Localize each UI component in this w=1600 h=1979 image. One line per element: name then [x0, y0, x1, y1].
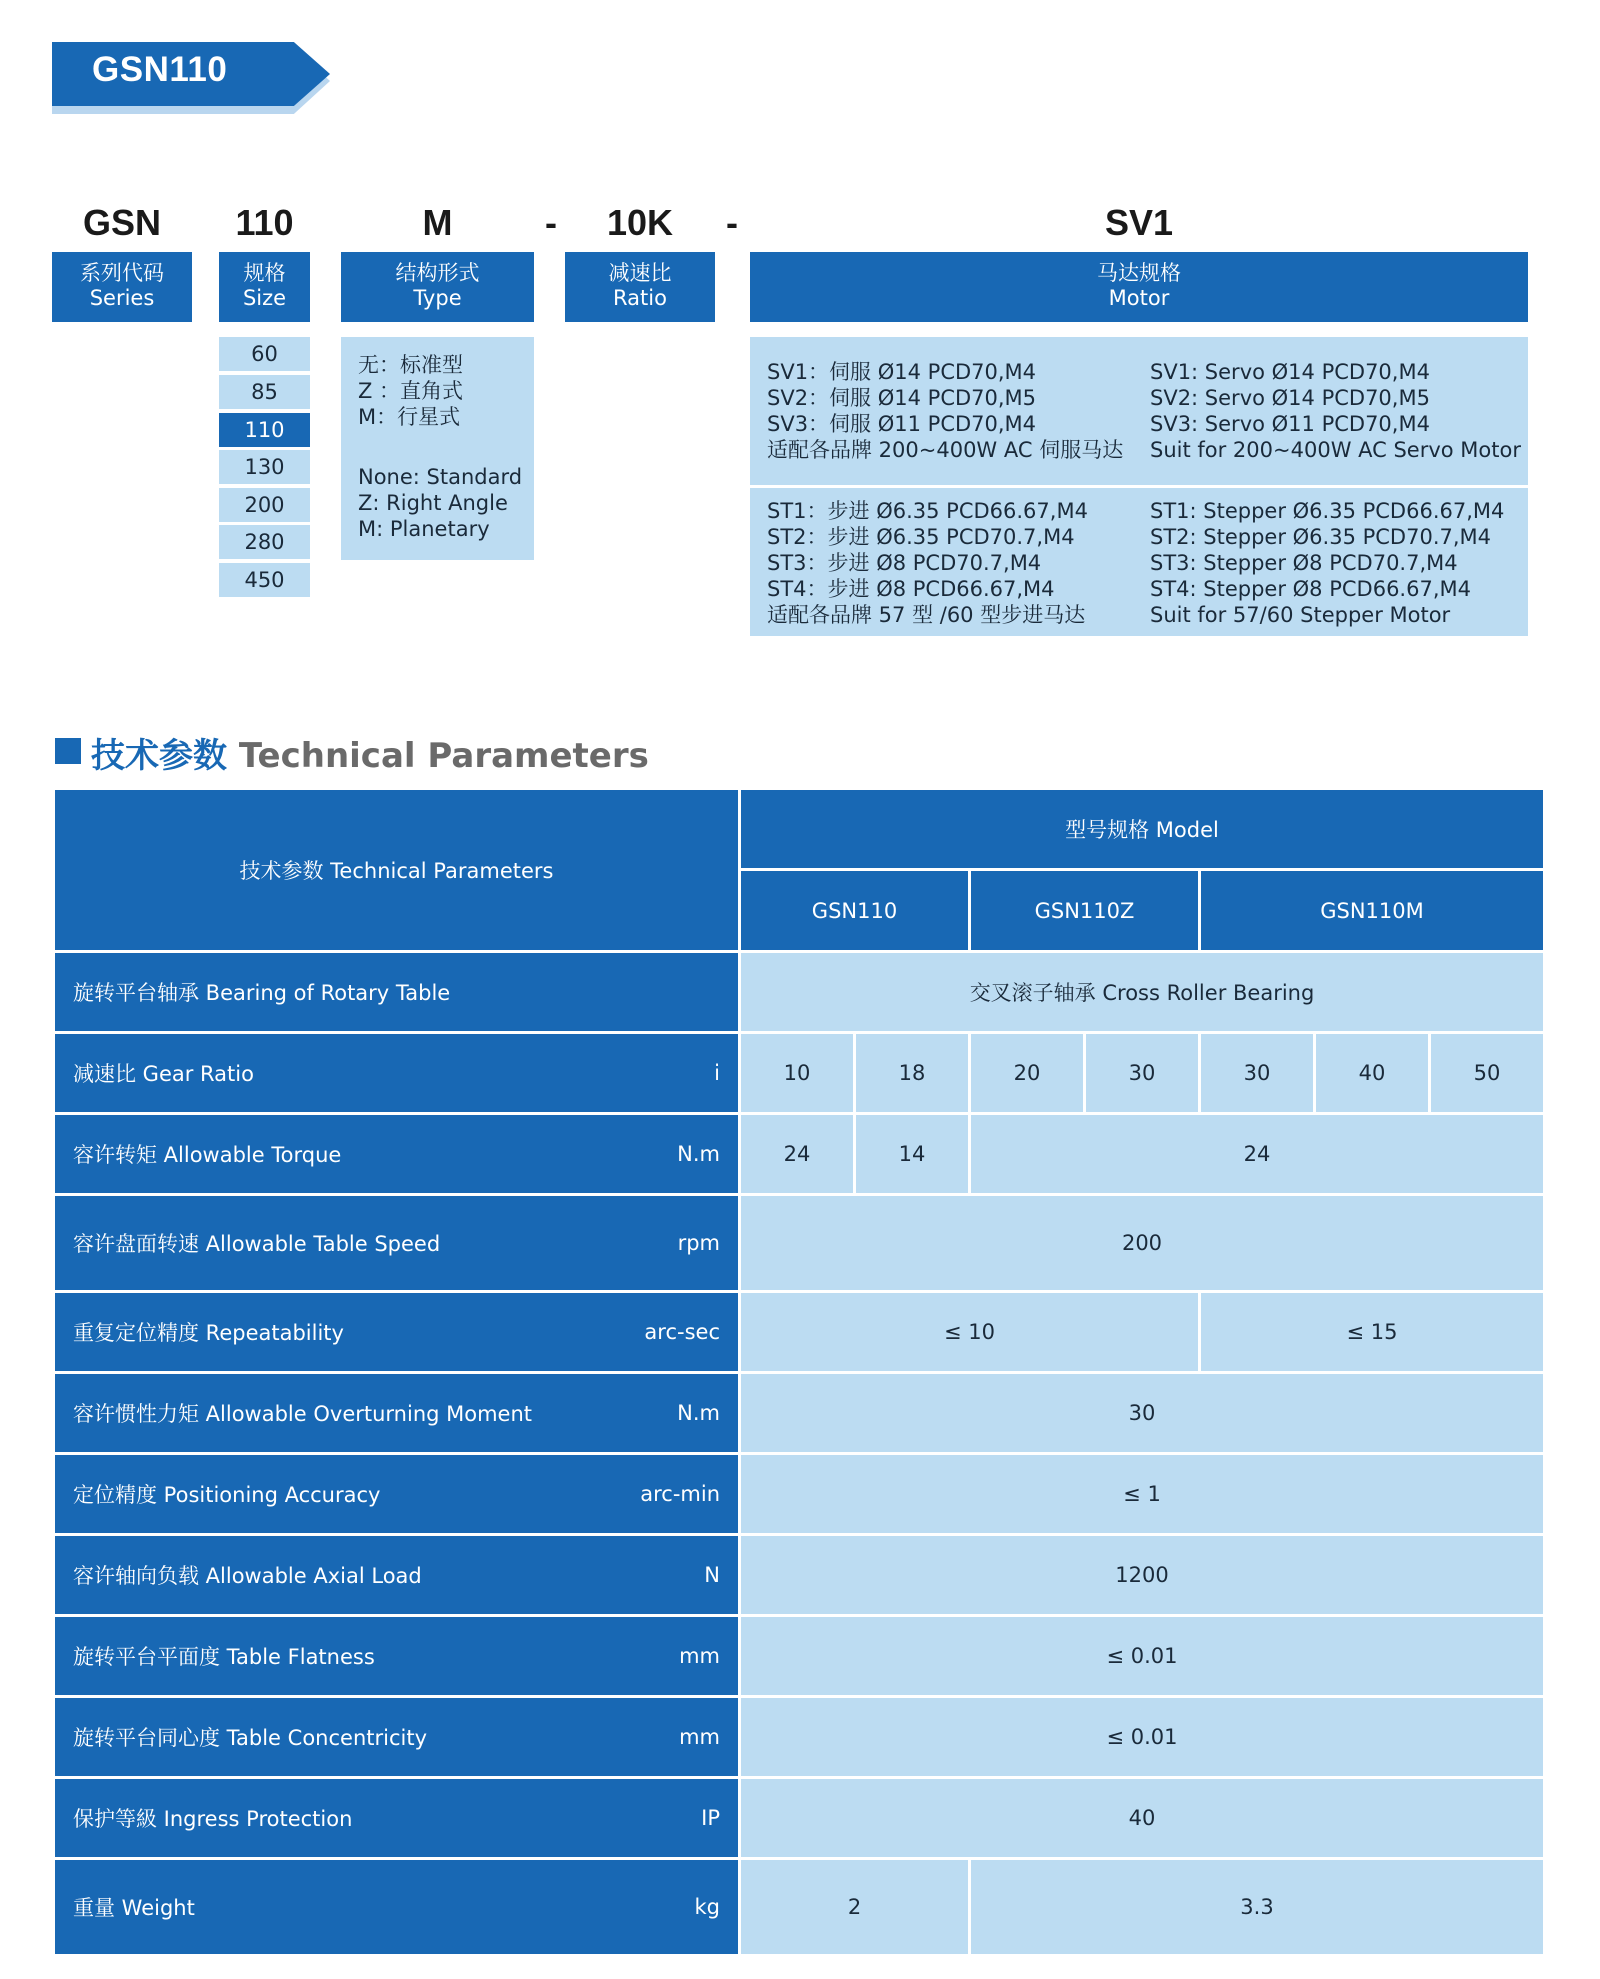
stepper-cn-line: ST3：步进 Ø8 PCD70.7,M4	[767, 551, 1042, 575]
servo-en-line: Suit for 200~400W AC Servo Motor	[1150, 438, 1521, 462]
param-unit: mm	[679, 1725, 720, 1749]
param-unit: i	[714, 1061, 720, 1085]
param-value-cell: 10	[741, 1034, 853, 1112]
type-options-box	[341, 337, 534, 560]
param-row-label	[55, 1455, 738, 1533]
param-name: 容许轴向负载 Allowable Axial Load	[73, 1564, 422, 1588]
size-option: 85	[219, 375, 310, 409]
stepper-en-line: ST3: Stepper Ø8 PCD70.7,M4	[1150, 551, 1458, 575]
param-value-cell: 50	[1431, 1034, 1543, 1112]
param-value-cell: ≤ 0.01	[741, 1698, 1543, 1776]
param-value-cell: ≤ 15	[1201, 1293, 1543, 1371]
param-value-cell: 24	[741, 1115, 853, 1193]
param-unit: arc-min	[640, 1482, 720, 1506]
type-option-cn: Z ：直角式	[358, 379, 464, 403]
model-column-header: GSN110	[741, 871, 968, 950]
param-value-cell: ≤ 1	[741, 1455, 1543, 1533]
type-option-cn: 无：标准型	[358, 353, 463, 377]
param-row-label	[55, 1536, 738, 1614]
param-name: 旋转平台轴承 Bearing of Rotary Table	[73, 981, 451, 1005]
param-name: 容许盘面转速 Allowable Table Speed	[73, 1232, 441, 1256]
param-row-label	[55, 1196, 738, 1290]
type-option-en: None: Standard	[358, 465, 523, 489]
servo-en-line: SV2: Servo Ø14 PCD70,M5	[1150, 386, 1430, 410]
code-series: GSN	[82, 202, 161, 243]
servo-cn-line: SV3：伺服 Ø11 PCD70,M4	[767, 412, 1037, 436]
param-value-cell: ≤ 0.01	[741, 1617, 1543, 1695]
motor-header	[750, 252, 1528, 322]
type-option-en: M: Planetary	[358, 517, 490, 541]
ratio-header	[565, 252, 715, 322]
stepper-en-line: ST2: Stepper Ø6.35 PCD70.7,M4	[1150, 525, 1492, 549]
param-unit: N	[704, 1563, 720, 1587]
type-option-cn: M：行星式	[358, 405, 461, 429]
stepper-cn-line: ST1：步进 Ø6.35 PCD66.67,M4	[767, 499, 1088, 523]
param-value-cell: 18	[856, 1034, 968, 1112]
param-value-cell: 30	[1086, 1034, 1198, 1112]
servo-cn-line: SV1：伺服 Ø14 PCD70,M4	[767, 360, 1037, 384]
param-unit: kg	[694, 1895, 720, 1919]
param-name: 旋转平台平面度 Table Flatness	[73, 1645, 375, 1669]
param-row-label	[55, 1034, 738, 1112]
param-value-cell: 30	[1201, 1034, 1313, 1112]
param-value-cell: ≤ 10	[741, 1293, 1198, 1371]
code-dash-2: -	[726, 202, 738, 243]
param-row-label	[55, 1293, 738, 1371]
param-value-cell: 40	[1316, 1034, 1428, 1112]
code-ratio: 10K	[606, 202, 674, 243]
param-name: 减速比 Gear Ratio	[73, 1062, 254, 1086]
size-header	[219, 252, 310, 322]
param-name: 定位精度 Positioning Accuracy	[73, 1483, 381, 1507]
stepper-en-line: Suit for 57/60 Stepper Motor	[1150, 603, 1451, 627]
motor-stepper-box	[750, 488, 1528, 636]
model-column-header: GSN110M	[1201, 871, 1543, 950]
param-unit: mm	[679, 1644, 720, 1668]
param-unit: rpm	[677, 1231, 720, 1255]
param-value-cell: 20	[971, 1034, 1083, 1112]
param-unit: arc-sec	[644, 1320, 720, 1344]
stepper-en-line: ST1: Stepper Ø6.35 PCD66.67,M4	[1150, 499, 1505, 523]
param-row-label	[55, 1779, 738, 1857]
code-dash-1: -	[545, 202, 557, 243]
param-value-cell: 40	[741, 1779, 1543, 1857]
param-row-label	[55, 1115, 738, 1193]
param-row-label	[55, 1860, 738, 1954]
ratio-header-en: Ratio	[613, 286, 667, 310]
param-row-label	[55, 953, 738, 1031]
stepper-cn-line: 适配各品牌 57 型 /60 型步进马达	[767, 603, 1086, 627]
model-header: 型号规格 Model	[741, 790, 1543, 868]
param-row-label	[55, 1698, 738, 1776]
param-name: 容许惯性力矩 Allowable Overturning Moment	[73, 1402, 533, 1426]
ratio-header-cn: 减速比	[608, 261, 672, 285]
param-value-cell: 24	[971, 1115, 1543, 1193]
size-header-cn: 规格	[243, 261, 286, 285]
code-type: M	[422, 202, 453, 243]
servo-en-line: SV1: Servo Ø14 PCD70,M4	[1150, 360, 1430, 384]
type-option-en: Z: Right Angle	[358, 491, 508, 515]
param-row-label	[55, 1374, 738, 1452]
param-value-cell: 200	[741, 1196, 1543, 1290]
param-name: 保护等級 Ingress Protection	[73, 1807, 353, 1831]
code-motor: SV1	[1104, 202, 1174, 243]
stepper-cn-line: ST2：步进 Ø6.35 PCD70.7,M4	[767, 525, 1075, 549]
motor-header-cn: 马达规格	[1097, 261, 1181, 285]
servo-en-line: SV3: Servo Ø11 PCD70,M4	[1150, 412, 1430, 436]
param-name: 容许转矩 Allowable Torque	[73, 1143, 342, 1167]
param-unit: IP	[701, 1806, 720, 1830]
param-value-cell: 30	[741, 1374, 1543, 1452]
type-header-cn: 结构形式	[395, 261, 480, 285]
page-title: GSN110	[92, 50, 228, 89]
param-header: 技术参数 Technical Parameters	[55, 790, 738, 950]
stepper-cn-line: ST4：步进 Ø8 PCD66.67,M4	[767, 577, 1055, 601]
type-header-en: Type	[413, 286, 462, 310]
size-option-selected: 110	[219, 413, 310, 447]
param-value-cell: 交叉滚子轴承 Cross Roller Bearing	[741, 953, 1543, 1031]
param-unit: N.m	[677, 1142, 720, 1166]
param-name: 旋转平台同心度 Table Concentricity	[73, 1726, 427, 1750]
section-title-en: Technical Parameters	[238, 736, 649, 776]
motor-header-en: Motor	[1108, 286, 1170, 310]
motor-servo-box	[750, 337, 1528, 485]
size-option: 280	[219, 525, 310, 559]
series-header-cn: 系列代码	[80, 261, 164, 285]
stepper-en-line: ST4: Stepper Ø8 PCD66.67,M4	[1150, 577, 1471, 601]
param-value-cell: 14	[856, 1115, 968, 1193]
size-option: 200	[219, 488, 310, 522]
section-title-cn: 技术参数	[91, 736, 227, 776]
param-value-cell: 3.3	[971, 1860, 1543, 1954]
size-header-en: Size	[242, 286, 287, 310]
section-marker-icon	[55, 738, 81, 764]
servo-cn-line: SV2：伺服 Ø14 PCD70,M5	[767, 386, 1037, 410]
type-header	[341, 252, 534, 322]
code-size: 110	[235, 202, 294, 243]
series-header	[52, 252, 192, 322]
param-name: 重量 Weight	[73, 1896, 195, 1920]
size-option: 450	[219, 563, 310, 597]
size-option: 130	[219, 450, 310, 484]
param-name: 重复定位精度 Repeatability	[73, 1321, 344, 1345]
param-unit: N.m	[677, 1401, 720, 1425]
size-option: 60	[219, 337, 310, 371]
servo-cn-line: 适配各品牌 200~400W AC 伺服马达	[767, 438, 1124, 462]
param-row-label	[55, 1617, 738, 1695]
series-header-en: Series	[89, 286, 155, 310]
section-title	[91, 728, 649, 777]
param-value-cell: 2	[741, 1860, 968, 1954]
param-value-cell: 1200	[741, 1536, 1543, 1614]
model-column-header: GSN110Z	[971, 871, 1198, 950]
